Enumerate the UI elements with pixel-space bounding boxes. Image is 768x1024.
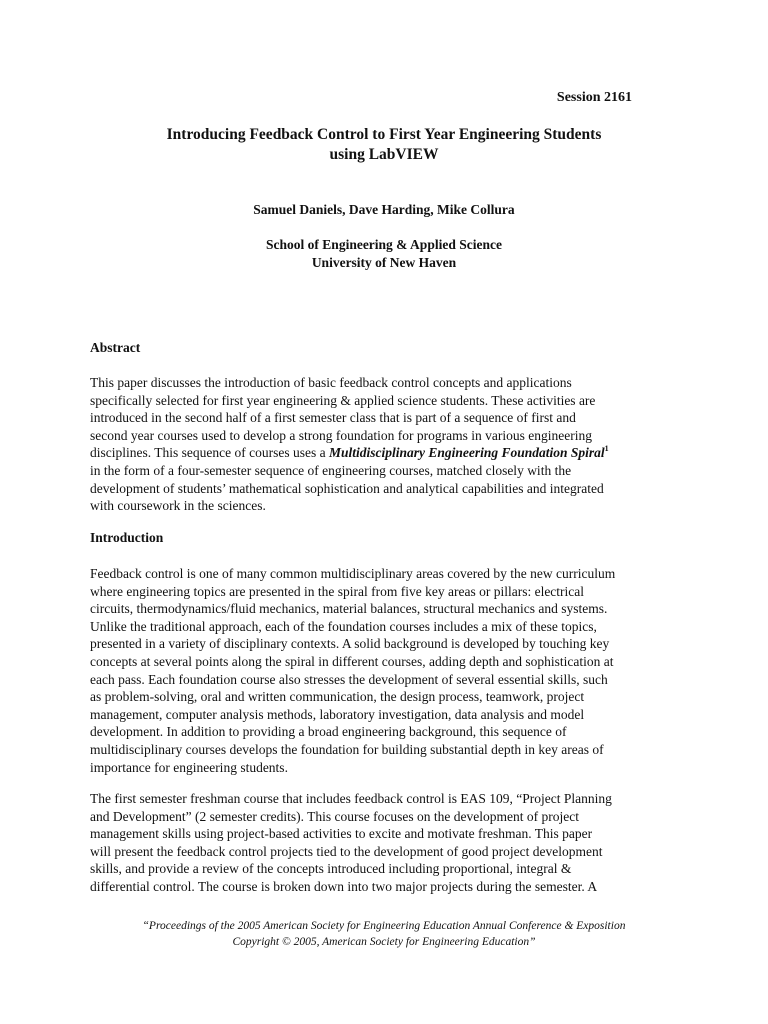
intro-line: and Development” (2 semester credits). This course focuses on the development of project [90,808,579,824]
paper-title [90,125,678,165]
abstract-line: second year courses used to develop a strong foundation for programs in various engineering [90,427,592,443]
affiliation [90,236,678,271]
intro-line: each pass. Each foundation course also stresses the development of several essential skills, such [90,671,608,687]
footer-copyright: Copyright © 2005, American Society for Engineering Education” [232,936,536,948]
abstract-line-prefix: disciplines. This sequence of courses uses a [90,445,329,461]
intro-line: development. In addition to providing a broad engineering background, this sequence of [90,724,567,740]
intro-line: importance for engineering students. [90,759,288,775]
abstract-line [90,444,690,462]
intro-line: circuits, thermodynamics/fluid mechanics, material balances, structural mechanics and systems. [90,601,608,617]
page-footer [60,918,708,950]
intro-line: The first semester freshman course that includes feedback control is EAS 109, “Project Planning [90,791,612,806]
abstract-line: specifically selected for first year engineering & applied science students. These activities are [90,392,596,408]
intro-line: Feedback control is one of many common multidisciplinary areas covered by the new curriculum [90,566,616,581]
title-line-2: using LabVIEW [329,146,439,163]
citation-superscript: 1 [604,444,609,454]
intro-line: differential control. The course is broken down into two major projects during the semester. A [90,878,598,894]
intro-line: presented in a variety of disciplinary contexts. A solid background is developed by touching key [90,636,610,652]
abstract-line: introduced in the second half of a first semester class that is part of a sequence of first and [90,410,576,426]
session-number: Session 2161 [556,90,632,105]
introduction-paragraph-2 [90,790,690,896]
intro-line: where engineering topics are presented in the spiral from five key areas or pillars: electrical [90,583,585,599]
intro-line: concepts at several points along the spiral in different courses, adding depth and sophistication at [90,653,614,669]
intro-line: will present the feedback control projects tied to the development of good project development [90,843,603,859]
intro-line: management skills using project-based activities to excite and motivate freshman. This paper [90,826,593,842]
spiral-emphasis: Multidisciplinary Engineering Foundation Spiral [328,445,605,461]
affiliation-school: School of Engineering & Applied Science [266,237,502,252]
intro-line: management, computer analysis methods, laboratory investigation, data analysis and model [90,706,585,722]
abstract-line: in the form of a four-semester sequence of engineering courses, matched closely with the [90,462,572,478]
abstract-line: This paper discusses the introduction of basic feedback control concepts and applications [90,375,572,390]
intro-line: skills, and provide a review of the concepts introduced including proportional, integral & [90,861,572,877]
introduction-paragraph-1 [90,565,690,776]
intro-line: as problem-solving, oral and written communication, the design process, teamwork, project [90,689,585,705]
footer-proceedings: “Proceedings of the 2005 American Society for Engineering Education Annual Conference & Exposition [142,920,626,932]
intro-line: Unlike the traditional approach, each of the foundation courses includes a mix of these topics, [90,618,597,634]
affiliation-university: University of New Haven [311,254,457,270]
author-list: Samuel Daniels, Dave Harding, Mike Collura [253,202,515,217]
abstract-line: development of students’ mathematical sophistication and analytical capabilities and integrated [90,480,604,496]
abstract-paragraph [90,374,690,515]
introduction-heading: Introduction [90,530,164,545]
abstract-line: with coursework in the sciences. [90,498,266,514]
title-line-1: Introducing Feedback Control to First Year Engineering Students [166,126,602,143]
intro-line: multidisciplinary courses develops the foundation for building substantial depth in key areas of [90,741,604,757]
abstract-heading: Abstract [90,340,141,355]
